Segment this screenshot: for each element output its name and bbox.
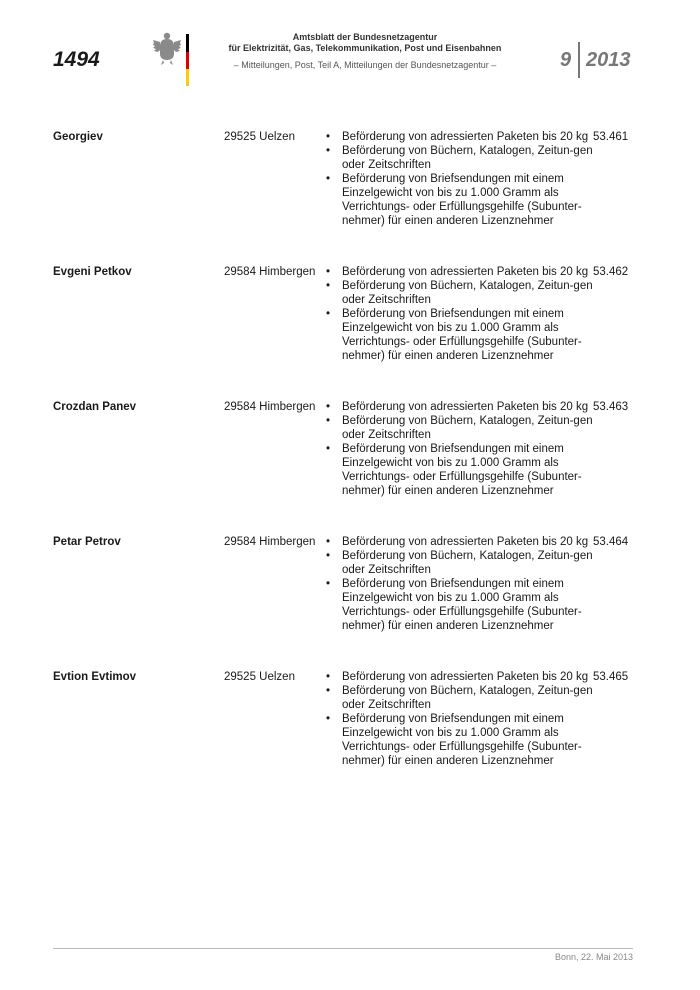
service-list xyxy=(323,535,593,633)
service-item: • Beförderung von Briefsendungen mit einem Einzelgewicht von bis zu 1.000 Gramm als Verrichtungs- oder Erfüllungsgehilfe (Subunter-nehmer) für einen anderen Lizenznehmer xyxy=(323,172,593,228)
journal-title-line2: für Elektrizität, Gas, Telekommunikation, Post und Eisenbahnen xyxy=(228,43,502,53)
issue-number: 9 xyxy=(560,49,572,71)
service-item: • Beförderung von Briefsendungen mit einem Einzelgewicht von bis zu 1.000 Gramm als Verrichtungs- oder Erfüllungsgehilfe (Subunter-nehmer) für einen anderen Lizenznehmer xyxy=(323,577,593,633)
journal-subtitle: – Mitteilungen, Post, Teil A, Mitteilungen der Bundesnetzagentur – xyxy=(233,60,497,70)
licensee-place: 29525 Uelzen xyxy=(224,671,295,683)
licensee-name: Petar Petrov xyxy=(53,536,121,548)
licensee-place: 29584 Himbergen xyxy=(224,266,316,278)
service-item: • Beförderung von Briefsendungen mit einem Einzelgewicht von bis zu 1.000 Gramm als Verrichtungs- oder Erfüllungsgehilfe (Subunter-nehmer) für einen anderen Lizenznehmer xyxy=(323,442,593,498)
service-item: • Beförderung von adressierten Paketen bis 20 kg xyxy=(323,535,593,549)
licensee-name: Crozdan Panev xyxy=(53,401,137,413)
licensee-entry xyxy=(53,400,643,535)
license-number: 53.464 xyxy=(593,536,629,548)
license-number: 53.465 xyxy=(593,671,629,683)
licensee-list xyxy=(53,130,643,805)
service-item: • Beförderung von adressierten Paketen bis 20 kg xyxy=(323,400,593,414)
service-item: • Beförderung von Büchern, Katalogen, Zeitun-gen oder Zeitschriften xyxy=(323,144,593,172)
licensee-name: Evgeni Petkov xyxy=(53,266,132,278)
journal-title xyxy=(200,32,530,71)
licensee-place: 29584 Himbergen xyxy=(224,401,316,413)
licensee-entry xyxy=(53,130,643,265)
licensee-place: 29584 Himbergen xyxy=(224,536,316,548)
license-number: 53.462 xyxy=(593,266,629,278)
service-list xyxy=(323,670,593,768)
issue-divider xyxy=(578,42,580,78)
service-item: • Beförderung von adressierten Paketen bis 20 kg xyxy=(323,265,593,279)
license-number: 53.461 xyxy=(593,131,629,143)
service-item: • Beförderung von Büchern, Katalogen, Zeitun-gen oder Zeitschriften xyxy=(323,684,593,712)
federal-eagle-icon xyxy=(152,30,182,66)
page-number: 1494 xyxy=(53,48,100,71)
service-item: • Beförderung von Büchern, Katalogen, Zeitun-gen oder Zeitschriften xyxy=(323,414,593,442)
licensee-name: Evtion Evtimov xyxy=(53,671,137,683)
service-item: • Beförderung von Büchern, Katalogen, Zeitun-gen oder Zeitschriften xyxy=(323,549,593,577)
journal-title-line1: Amtsblatt der Bundesnetzagentur xyxy=(292,32,438,42)
service-item: • Beförderung von Büchern, Katalogen, Zeitun-gen oder Zeitschriften xyxy=(323,279,593,307)
german-flag-bar xyxy=(186,34,189,86)
service-list xyxy=(323,130,593,228)
footer-divider xyxy=(53,948,633,949)
licensee-place: 29525 Uelzen xyxy=(224,131,295,143)
service-item: • Beförderung von adressierten Paketen bis 20 kg xyxy=(323,670,593,684)
service-list xyxy=(323,400,593,498)
service-list xyxy=(323,265,593,363)
service-item: • Beförderung von adressierten Paketen bis 20 kg xyxy=(323,130,593,144)
footer-date: Bonn, 22. Mai 2013 xyxy=(554,952,633,962)
service-item: • Beförderung von Briefsendungen mit einem Einzelgewicht von bis zu 1.000 Gramm als Verrichtungs- oder Erfüllungsgehilfe (Subunter-nehmer) für einen anderen Lizenznehmer xyxy=(323,307,593,363)
licensee-entry xyxy=(53,535,643,670)
service-item: • Beförderung von Briefsendungen mit einem Einzelgewicht von bis zu 1.000 Gramm als Verrichtungs- oder Erfüllungsgehilfe (Subunter-nehmer) für einen anderen Lizenznehmer xyxy=(323,712,593,768)
licensee-entry xyxy=(53,265,643,400)
licensee-entry xyxy=(53,670,643,805)
license-number: 53.463 xyxy=(593,401,629,413)
issue-year: 2013 xyxy=(586,49,631,71)
licensee-name: Georgiev xyxy=(53,131,103,143)
